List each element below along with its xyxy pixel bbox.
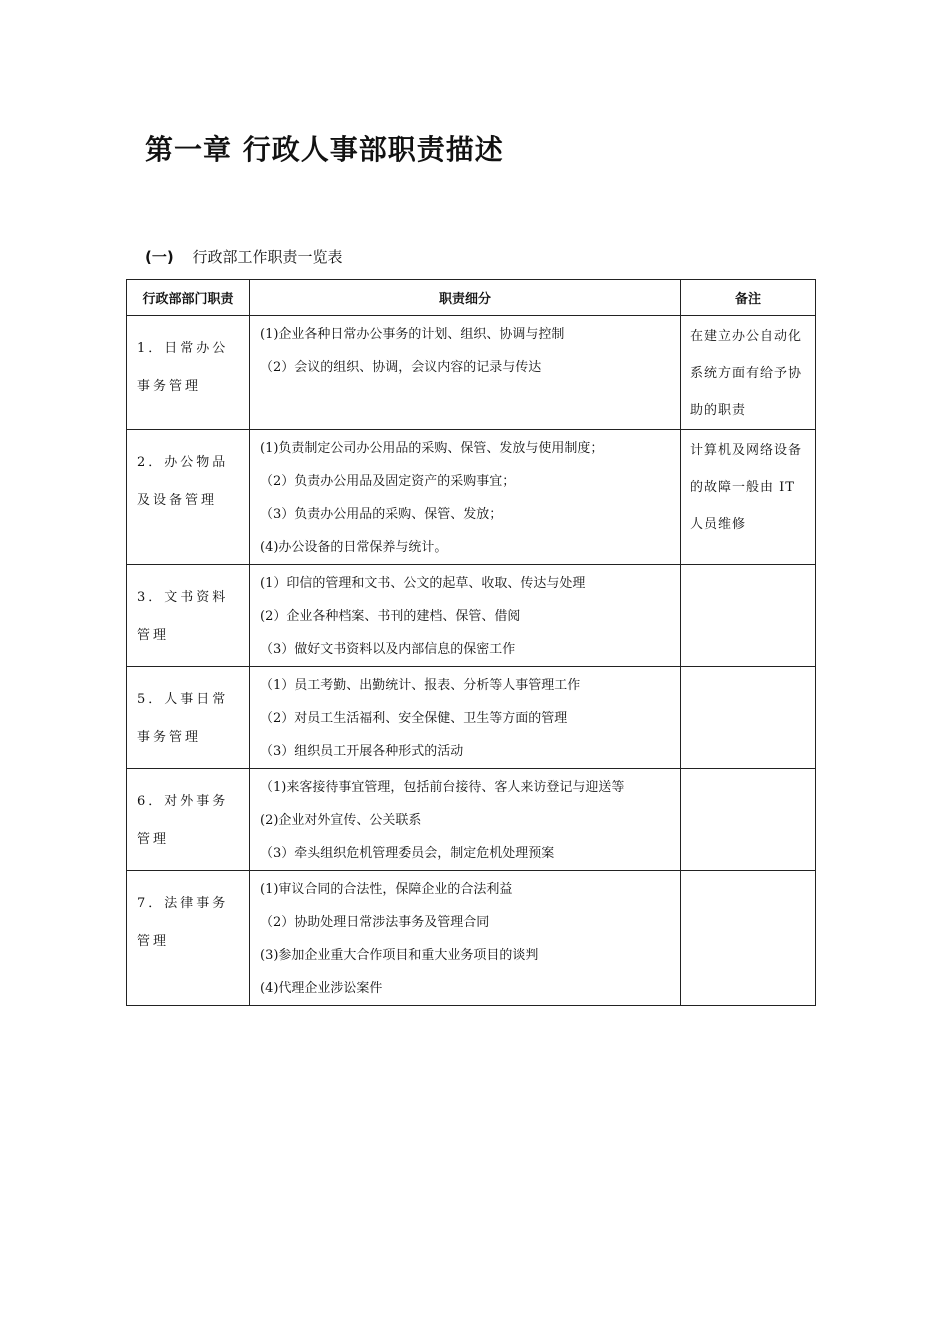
detail-line: （3）做好文书资料以及内部信息的保密工作 — [260, 642, 516, 657]
section-number: (一) — [145, 248, 174, 266]
note-cell — [681, 871, 816, 1006]
detail-line: （1)来客接待事宜管理，包括前台接待、客人来访登记与迎送等 — [260, 780, 625, 795]
table-row — [127, 667, 816, 769]
detail-line: （3）组织员工开展各种形式的活动 — [260, 744, 464, 759]
detail-line: (2)企业对外宣传、公关联系 — [260, 813, 422, 828]
detail-cell — [250, 316, 681, 430]
section-label: 行政部工作职责一览表 — [192, 248, 343, 266]
dept-cell: 6．对外事务管理 — [127, 769, 250, 871]
detail-line: (4)代理企业涉讼案件 — [260, 981, 383, 996]
detail-line: （2）负责办公用品及固定资产的采购事宜； — [260, 474, 516, 489]
detail-line: (1)企业各种日常办公事务的计划、组织、协调与控制 — [260, 327, 565, 342]
detail-line: (1）印信的管理和文书、公文的起草、收取、传达与处理 — [260, 576, 586, 591]
header-note: 备注 — [681, 280, 816, 316]
note-cell — [681, 565, 816, 667]
detail-line: （2）协助处理日常涉法事务及管理合同 — [260, 915, 490, 930]
dept-cell: 7．法律事务管理 — [127, 871, 250, 1006]
note-cell — [681, 769, 816, 871]
dept-cell: 1．日常办公事务管理 — [127, 316, 250, 430]
header-dept: 行政部部门职责 — [127, 280, 250, 316]
detail-line: (3)参加企业重大合作项目和重大业务项目的谈判 — [260, 948, 539, 963]
detail-line: (1)负责制定公司办公用品的采购、保管、发放与使用制度； — [260, 441, 604, 456]
table-row — [127, 316, 816, 430]
detail-line: （1）员工考勤、出勤统计、报表、分析等人事管理工作 — [260, 678, 581, 693]
header-detail: 职责细分 — [250, 280, 681, 316]
detail-cell — [250, 667, 681, 769]
detail-cell — [250, 430, 681, 565]
note-cell: 在建立办公自动化系统方面有给予协助的职责 — [681, 316, 816, 430]
dept-cell: 2．办公物品及设备管理 — [127, 430, 250, 565]
table-row — [127, 565, 816, 667]
note-cell — [681, 667, 816, 769]
detail-line: （3）负责办公用品的采购、保管、发放； — [260, 507, 503, 522]
table-row — [127, 871, 816, 1006]
table-row — [127, 769, 816, 871]
section-heading — [145, 246, 343, 267]
detail-cell — [250, 565, 681, 667]
detail-line: （2）会议的组织、协调，会议内容的记录与传达 — [260, 360, 542, 375]
detail-line: (1)审议合同的合法性，保障企业的合法利益 — [260, 882, 513, 897]
detail-line: （2）对员工生活福利、安全保健、卫生等方面的管理 — [260, 711, 568, 726]
dept-cell: 3．文书资料管理 — [127, 565, 250, 667]
page-title: 第一章 行政人事部职责描述 — [145, 133, 504, 166]
detail-cell — [250, 871, 681, 1006]
duties-table — [126, 279, 816, 1006]
dept-cell: 5．人事日常事务管理 — [127, 667, 250, 769]
detail-line: (2）企业各种档案、书刊的建档、保管、借阅 — [260, 609, 521, 624]
table-header-row — [127, 280, 816, 316]
detail-line: (4)办公设备的日常保养与统计。 — [260, 540, 448, 555]
table-row — [127, 430, 816, 565]
note-cell: 计算机及网络设备的故障一般由 IT 人员维修 — [681, 430, 816, 565]
detail-cell — [250, 769, 681, 871]
detail-line: （3）牵头组织危机管理委员会，制定危机处理预案 — [260, 846, 555, 861]
